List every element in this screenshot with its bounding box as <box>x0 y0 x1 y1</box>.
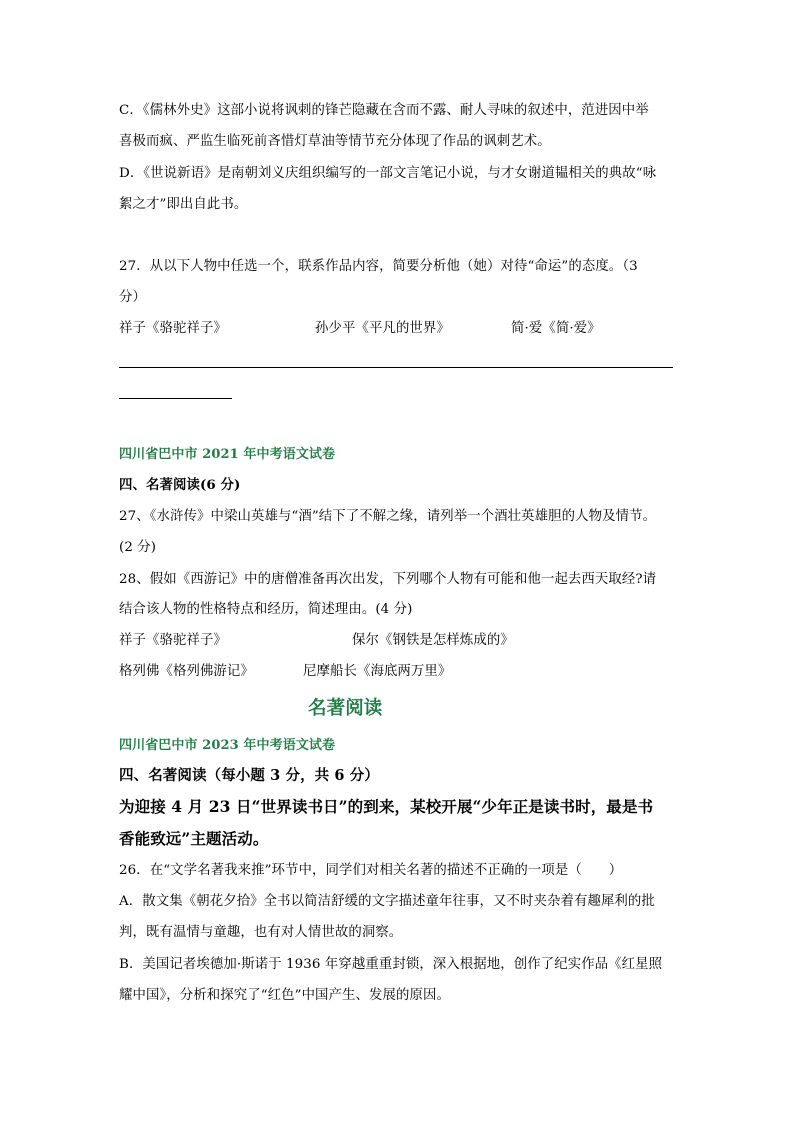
intro-line-1: 为迎接 4 月 23 日“世界读书日”的到来，某校开展“少年正是读书时，最是书 <box>119 797 654 816</box>
option-c-line-1: C．《儒林外史》这部小说将讽刺的锋芒隐藏在含而不露、耐人寻味的叙述中，范进因中举 <box>119 103 649 118</box>
q27-2021-line-1: 27、《水浒传》中梁山英雄与“酒”结下了不解之缘，请列举一个酒壮英雄胆的人物及情节。 <box>119 509 657 524</box>
intro-line-2: 香能致远”主题活动。 <box>119 829 269 848</box>
q28-choice-2: 保尔《钢铁是怎样炼成的》 <box>352 633 514 648</box>
q28-choice-3: 格列佛《格列佛游记》 <box>119 664 254 679</box>
q28-2021-line-1: 28、假如《西游记》中的唐僧准备再次出发，下列哪个人物有可能和他一起去西天取经?请 <box>119 572 657 587</box>
question-27-line-1: 27．从以下人物中任选一个，联系作品内容，简要分析他（她）对待“命运”的态度。（3 <box>119 259 638 274</box>
question-26: 26．在“文学名著我来推”环节中，同学们对相关名著的描述不正确的一项是（ ） <box>119 863 623 878</box>
part-title-2023: 四、名著阅读（每小题 3 分，共 6 分） <box>119 767 379 784</box>
option-d-line-1: D．《世说新语》是南朝刘义庆组织编写的一部文言笔记小说，与才女谢道韫相关的典故“咏 <box>119 166 657 181</box>
option-b-line-1: B．美国记者埃德加·斯诺于 1936 年穿越重重封锁，深入根据地，创作了纪实作品《红星照 <box>119 957 663 972</box>
question-27-choice-3: 简·爱《简·爱》 <box>511 321 601 336</box>
q28-2021-line-2: 结合该人物的性格特点和经历，简述理由。(4 分) <box>119 602 413 617</box>
option-b-line-2: 耀中国》，分析和探究了“红色”中国产生、发展的原因。 <box>119 988 450 1003</box>
option-d-line-2: 絮之才”即出自此书。 <box>119 197 248 212</box>
q28-choice-1: 祥子《骆驼祥子》 <box>119 633 227 648</box>
source-label-2021: 四川省巴中市 2021 年中考语文试卷 <box>119 447 336 462</box>
option-a-line-1: A．散文集《朝花夕拾》全书以简洁舒缓的文字描述童年往事，又不时夹杂着有趣犀利的批 <box>119 894 655 909</box>
source-label-2023: 四川省巴中市 2023 年中考语文试卷 <box>119 738 336 753</box>
q28-choice-4: 尼摩船长《海底两万里》 <box>303 664 452 679</box>
option-c-line-2: 喜极而疯、严监生临死前吝惜灯草油等情节充分体现了作品的讽刺艺术。 <box>119 134 551 149</box>
option-a-line-2: 判，既有温情与童趣，也有对人情世故的洞察。 <box>119 925 403 940</box>
part-title-2021: 四、名著阅读(6 分) <box>119 477 241 493</box>
question-27-choice-1: 祥子《骆驼祥子》 <box>119 321 227 336</box>
question-27-line-2: 分） <box>119 290 146 305</box>
answer-line-2 <box>119 398 232 399</box>
answer-line-1 <box>119 367 673 368</box>
q27-2021-line-2: (2 分) <box>119 540 157 555</box>
section-heading: 名著阅读 <box>308 698 383 719</box>
question-27-choice-2: 孙少平《平凡的世界》 <box>315 321 450 336</box>
